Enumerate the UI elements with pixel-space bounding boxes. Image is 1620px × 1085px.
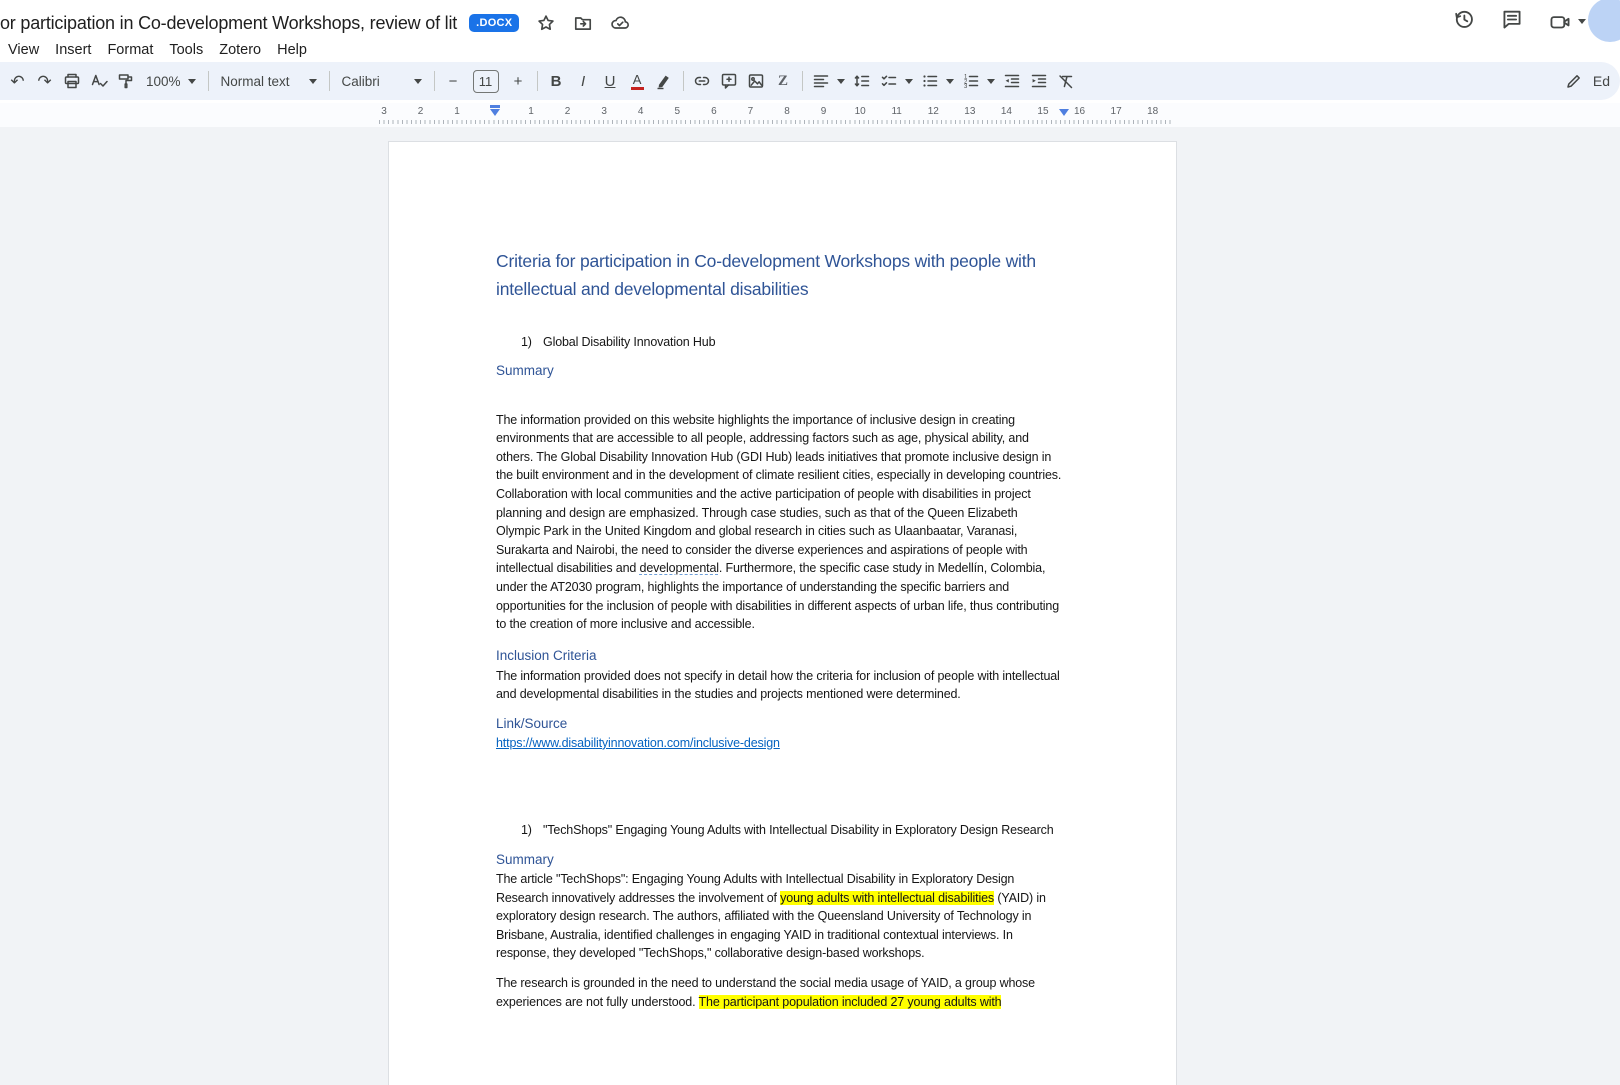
document-title[interactable]: or participation in Co-development Workshops, review of lit xyxy=(0,12,458,33)
bulleted-list-caret-icon xyxy=(946,79,954,84)
add-comment-icon xyxy=(720,72,738,90)
redo-icon: ↷ xyxy=(37,71,52,91)
decrease-indent-button[interactable] xyxy=(999,67,1026,95)
list-item[interactable] xyxy=(521,821,1064,840)
editing-mode-button[interactable] xyxy=(1565,72,1610,90)
bold-icon: B xyxy=(550,72,562,90)
bulleted-list-icon xyxy=(921,72,939,90)
comments-icon[interactable] xyxy=(1501,8,1523,35)
meet-call-button[interactable] xyxy=(1549,11,1586,33)
ruler-number: 5 xyxy=(674,106,681,117)
align-button[interactable] xyxy=(808,67,849,95)
menu-format[interactable]: Format xyxy=(107,42,154,58)
style-caret-icon xyxy=(309,79,317,84)
ruler-number: 8 xyxy=(784,106,790,117)
ruler-number: 3 xyxy=(601,106,607,117)
ruler-number: 6 xyxy=(711,106,717,117)
version-history-icon[interactable] xyxy=(1453,8,1475,35)
ruler-number: 1 xyxy=(528,106,534,117)
font-select[interactable] xyxy=(335,67,429,95)
ruler-number: 9 xyxy=(820,106,827,117)
section-heading-inclusion-criteria[interactable]: Inclusion Criteria xyxy=(496,647,597,663)
minus-icon: − xyxy=(448,72,458,90)
align-caret-icon xyxy=(837,79,845,84)
checklist-icon xyxy=(880,72,898,90)
document-canvas xyxy=(0,127,1620,1085)
menu-zotero[interactable]: Zotero xyxy=(219,42,262,58)
undo-icon: ↶ xyxy=(10,71,25,91)
decrease-font-size-button[interactable] xyxy=(440,67,467,95)
ruler-number: 11 xyxy=(891,106,902,117)
insert-image-button[interactable] xyxy=(743,67,770,95)
source-link[interactable]: https://www.disabilityinnovation.com/inclusive-design xyxy=(496,735,780,750)
cloud-saved-icon[interactable] xyxy=(610,13,630,33)
line-spacing-icon xyxy=(853,72,871,90)
ruler[interactable] xyxy=(0,103,1620,127)
ruler-ticks xyxy=(379,120,1173,124)
section-heading-summary[interactable]: Summary xyxy=(496,362,554,378)
ruler-number: 3 xyxy=(381,106,387,117)
list-number: 1) xyxy=(521,335,532,349)
redo-button[interactable] xyxy=(31,67,58,95)
menu-help[interactable]: Help xyxy=(277,42,307,58)
text-color-icon: A xyxy=(631,73,644,90)
docx-badge: .DOCX xyxy=(469,14,519,32)
increase-indent-button[interactable] xyxy=(1026,67,1053,95)
list-number: 1) xyxy=(521,822,532,837)
move-folder-icon[interactable] xyxy=(573,13,593,33)
ruler-number: 10 xyxy=(854,106,866,117)
ruler-number: 4 xyxy=(637,106,644,117)
toolbar-separator xyxy=(683,71,684,91)
bold-button[interactable] xyxy=(543,67,570,95)
numbered-list-button[interactable] xyxy=(958,67,999,95)
indent-marker-left[interactable] xyxy=(490,105,500,116)
paragraph[interactable]: The information provided on this website highlights the importance of inclusive design in creating environments that are accessible to all people, addressing factors such as age, physical ability, and others. The Global Disability Innovation Hub (GDI Hub) leads initiatives that promote inclusive design in the built environment and in the development of climate resilient cities, especially in developing countries. Collaboration with local communities and the active participation of people with disabilities in project planning and design are emphasized. Through case studies, such as that of the Queen Elizabeth Olympic Park in the United Kingdom and global research in cities such as Ulaanbaatar, Varanasi, Surakarta and Nairobi, the need to consider the diverse experiences and aspirations of people with intellectual disabilities and developmental. Furthermore, the specific case study in Medellín, Colombia, under the AT2030 program, highlights the importance of understanding the specific barriers and opportunities for the inclusion of people with disabilities in different aspects of urban life, thus contributing to the creation of more inclusive and accessible. xyxy=(496,412,1062,632)
decrease-indent-icon xyxy=(1003,72,1021,90)
menubar xyxy=(0,42,1620,58)
ruler-number: 7 xyxy=(747,106,754,117)
menu-view[interactable]: View xyxy=(8,42,40,58)
underline-icon: U xyxy=(604,72,616,90)
align-left-icon xyxy=(812,72,830,90)
zotero-button[interactable] xyxy=(770,67,797,95)
ruler-number: 1 xyxy=(454,106,460,117)
highlighter-icon xyxy=(655,72,673,90)
editing-mode-label: Ed xyxy=(1592,73,1610,89)
titlebar-actions xyxy=(1453,8,1586,35)
menu-tools[interactable]: Tools xyxy=(169,42,204,58)
paragraph[interactable]: The information provided does not specify in detail how the criteria for inclusion of people with intellectual and developmental disabilities in the studies and projects mentioned were determined. xyxy=(496,668,1060,702)
zoom-value: 100% xyxy=(146,73,181,89)
zotero-icon: Z xyxy=(778,72,789,89)
add-comment-button[interactable] xyxy=(716,67,743,95)
ruler-number: 2 xyxy=(564,106,571,117)
indent-marker-right[interactable] xyxy=(1059,109,1069,116)
paragraph[interactable]: The research is grounded in the need to understand the social media usage of YAID, a group whose experiences are not fully understood. The participant population included 27 young adults with xyxy=(496,976,1035,1009)
underline-button[interactable] xyxy=(597,67,624,95)
numbered-list-caret-icon xyxy=(987,79,995,84)
doc-heading[interactable]: Criteria for participation in Co-development Workshops with people with intellectual and developmental disabilities xyxy=(496,251,1036,299)
zoom-select[interactable] xyxy=(139,67,203,95)
list-text: "TechShops" Engaging Young Adults with Intellectual Disability in Exploratory Design Research xyxy=(543,822,1054,837)
section-heading-summary-2[interactable]: Summary xyxy=(496,852,554,868)
font-value: Calibri xyxy=(341,73,380,89)
toolbar-separator xyxy=(208,71,209,91)
pencil-icon xyxy=(1565,72,1583,90)
list-text: Global Disability Innovation Hub xyxy=(543,335,716,349)
paint-format-icon xyxy=(117,72,135,90)
zoom-caret-icon xyxy=(188,79,196,84)
italic-button[interactable] xyxy=(570,67,597,95)
menu-insert[interactable]: Insert xyxy=(55,42,92,58)
print-icon xyxy=(63,72,81,90)
line-spacing-button[interactable] xyxy=(849,67,876,95)
undo-button[interactable] xyxy=(4,67,31,95)
image-icon xyxy=(747,72,765,90)
paragraph[interactable]: The article "TechShops": Engaging Young Adults with Intellectual Disability in Exploratory Design Research innovatively addresses the involvement of young adults with intellectual disabilities (YAID) in exploratory design research. The authors, affiliated with the Queensland University of Technology in Brisbane, Australia, identified challenges in engaging YAID in traditional contextual interviews. In response, they developed "TechShops," collaborative design-based workshops. xyxy=(496,872,1046,961)
ruler-number: 18 xyxy=(1147,106,1159,117)
ruler-number: 2 xyxy=(417,106,424,117)
section-heading-link-source[interactable]: Link/Source xyxy=(496,715,568,731)
list-item[interactable] xyxy=(521,333,1064,352)
font-caret-icon xyxy=(414,79,422,84)
print-button[interactable] xyxy=(58,67,85,95)
link-icon xyxy=(693,72,711,90)
paragraph-style-select[interactable] xyxy=(214,67,324,95)
increase-indent-icon xyxy=(1030,72,1048,90)
svg-text:3: 3 xyxy=(963,84,967,90)
checklist-caret-icon xyxy=(905,79,913,84)
ruler-number: 17 xyxy=(1110,106,1122,117)
spellcheck-icon xyxy=(90,72,108,90)
toolbar-separator xyxy=(434,71,435,91)
document-page[interactable] xyxy=(388,141,1177,1085)
titlebar xyxy=(0,0,1620,60)
svg-text:2: 2 xyxy=(963,79,967,86)
numbered-list-icon xyxy=(962,72,980,90)
meet-dropdown-caret-icon[interactable] xyxy=(1578,19,1586,24)
clear-formatting-button[interactable] xyxy=(1053,67,1080,95)
style-value: Normal text xyxy=(220,73,290,89)
ruler-number: 12 xyxy=(927,106,939,117)
bulleted-list-button[interactable] xyxy=(917,67,958,95)
clear-formatting-icon xyxy=(1057,72,1075,90)
checklist-button[interactable] xyxy=(876,67,917,95)
toolbar-separator xyxy=(802,71,803,91)
star-icon[interactable] xyxy=(536,13,556,33)
toolbar-separator xyxy=(329,71,330,91)
italic-icon: I xyxy=(580,72,586,90)
text-color-button[interactable] xyxy=(624,67,651,95)
toolbar xyxy=(0,62,1620,100)
plus-icon: + xyxy=(513,72,523,90)
paint-format-button[interactable] xyxy=(112,67,139,95)
font-size-input[interactable]: 11 xyxy=(473,70,499,93)
insert-link-button[interactable] xyxy=(689,67,716,95)
increase-font-size-button[interactable] xyxy=(505,67,532,95)
toolbar-separator xyxy=(537,71,538,91)
ruler-number: 14 xyxy=(1000,106,1012,117)
ruler-number: 16 xyxy=(1073,106,1086,117)
ruler-number: 15 xyxy=(1037,106,1049,117)
highlight-color-button[interactable] xyxy=(651,67,678,95)
svg-text:1: 1 xyxy=(963,74,967,81)
spellcheck-button[interactable] xyxy=(85,67,112,95)
ruler-number: 13 xyxy=(964,106,976,117)
